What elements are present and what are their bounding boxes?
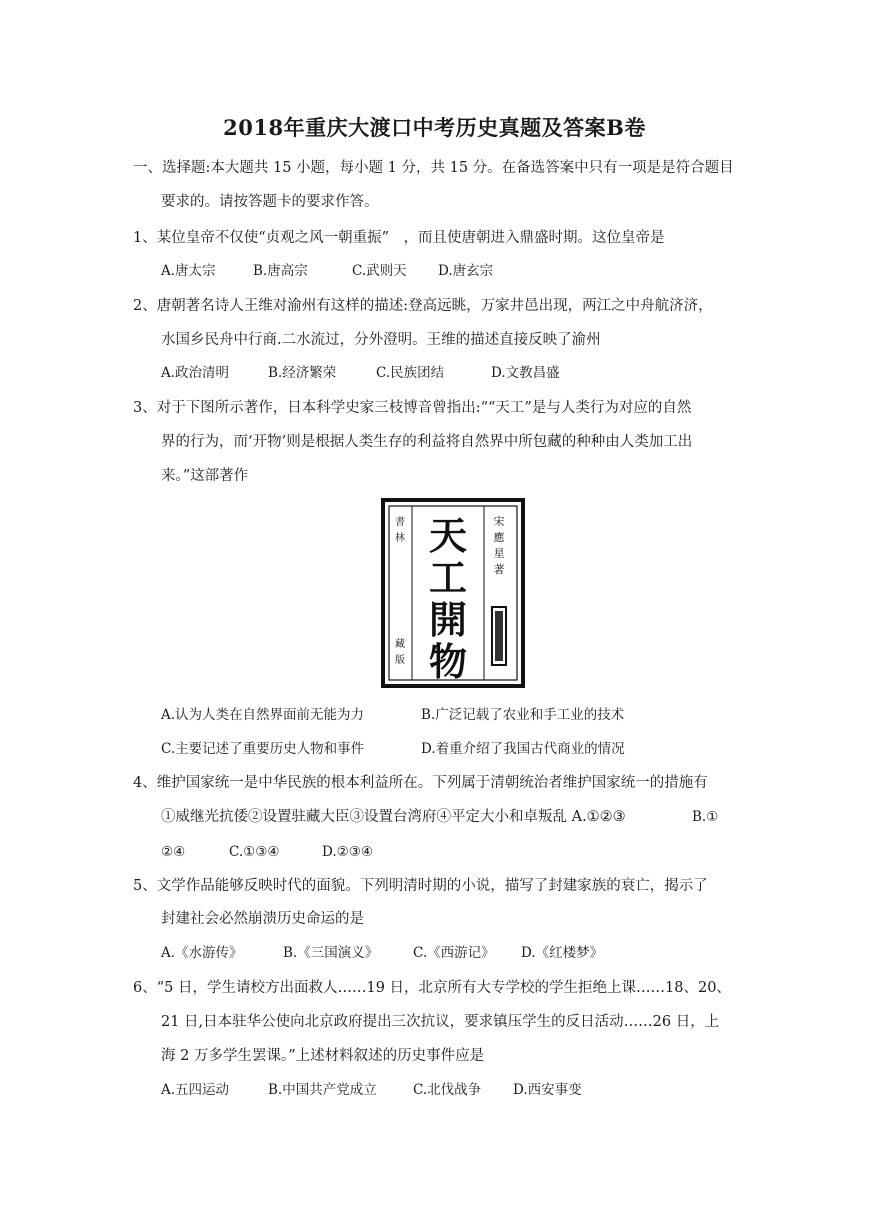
q6-option-d: D.西安事变 [513,1082,582,1098]
svg-text:林: 林 [395,533,405,544]
q3-option-b: B.广泛记载了农业和手工业的技术 [421,707,625,723]
svg-text:宋: 宋 [493,515,505,528]
q6-option-c: C.北伐战争 [413,1082,482,1098]
q2-option-c: C.民族团结 [376,365,445,381]
q2-option-b: B.经济繁荣 [268,365,337,381]
q6-stem-line1: 6、“5 日，学生请校方出面救人……19 日，北京所有大专学校的学生拒绝上课……18、20、 [133,980,731,996]
q3-stem-line1: 3、对于下图所示著作，日本科学史家三枝博音曾指出:““天工”是与人类行为对应的自然 [133,400,692,416]
tiangong-kaiwu-cover-image [380,497,526,689]
svg-text:著: 著 [493,563,505,576]
page-title: 2018年重庆大渡口中考历史真题及答案B卷 [223,115,646,140]
book-cover-illustration [380,497,526,689]
q2-option-a: A.政治清明 [161,365,230,381]
q6-stem-line2: 21 日,日本驻华公使向北京政府提出三次抗议，要求镇压学生的反日活动……26 日，上 [161,1014,720,1030]
q2-option-d: D.文教昌盛 [491,365,560,381]
q4-stem-line1: 4、维护国家统一是中华民族的根本利益所在。下列属于清朝统治者维护国家统一的措施有 [133,775,708,791]
cover-title-char-4: 物 [428,639,468,684]
svg-text:星: 星 [493,547,505,560]
q5-option-d: D.《红楼梦》 [521,945,604,961]
q4-option-b-start: B.① [692,809,719,825]
q1-option-c: C.武则天 [352,263,407,279]
q5-stem-line1: 5、文学作品能够反映时代的面貌。下列明清时期的小说，描写了封建家族的衰亡，揭示了 [133,878,708,894]
q1-option-a: A.唐太宗 [161,263,216,279]
q5-option-c: C.《西游记》 [413,945,495,961]
q3-stem-line2: 界的行为，而‘开物’则是根据人类生存的利益将自然界中所包藏的种种由人类加工出 [161,434,693,450]
q3-stem-line3: 来。”这部著作 [161,468,249,484]
q2-stem-line2: 水国乡民舟中行商.二水流过，分外澄明。王维的描述直接反映了渝州 [161,332,601,348]
svg-text:應: 應 [493,531,505,544]
q6-option-a: A.五四运动 [161,1082,230,1098]
cover-title-char-3: 開 [428,597,468,642]
q5-stem-line2: 封建社会必然崩溃历史命运的是 [161,911,364,927]
q3-option-c: C.主要记述了重要历史人物和事件 [161,741,365,757]
section-instruction-line1: 一、选择题:本大题共 15 小题，每小题 1 分，共 15 分。在备选答案中只有一项是是符合题目 [133,160,734,176]
q4-option-c: C.①③④ [229,844,280,860]
q3-option-d: D.着重介绍了我国古代商业的情况 [421,741,625,757]
q1-stem: 1、某位皇帝不仅使“贞观之风一朝重振” ，而且使唐朝进入鼎盛时期。这位皇帝是 [133,230,665,246]
q4-stem-line2: ①威继光抗倭②设置驻藏大臣③设置台湾府④平定大小和卓叛乱 A.①②③ [161,809,626,825]
cover-title-char-1: 天 [428,513,468,558]
q3-option-a: A.认为人类在自然界面前无能为力 [161,707,365,723]
q2-stem-line1: 2、唐朝著名诗人王维对渝州有这样的描述:登高远眺，万家井邑出现，两江之中舟航济济， [133,298,713,314]
section-instruction-line2: 要求的。请按答题卡的要求作答。 [161,194,379,210]
svg-text:書: 書 [395,517,405,528]
q4-option-b-end: ②④ [161,844,186,860]
q1-option-d: D.唐玄宗 [438,263,494,279]
svg-text:版: 版 [395,655,405,666]
q6-option-b: B.中国共产党成立 [268,1082,377,1098]
q5-option-b: B.《三国演义》 [283,945,379,961]
q4-option-d: D.②③④ [322,844,373,860]
cover-title-char-2: 工 [428,555,468,600]
q6-stem-line3: 海 2 万多学生罢课。”上述材料叙述的历史事件应是 [161,1048,485,1064]
q1-option-b: B.唐高宗 [253,263,308,279]
svg-text:藏: 藏 [395,639,405,650]
q5-option-a: A.《水游传》 [161,945,243,961]
